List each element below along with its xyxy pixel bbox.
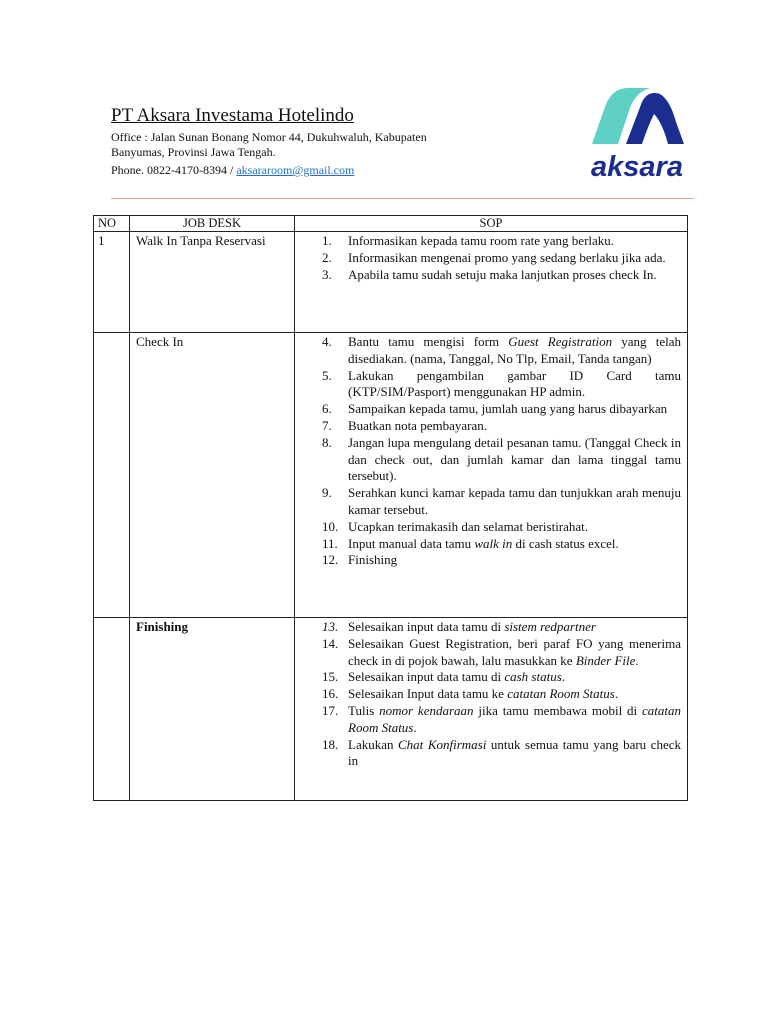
step-number: 9. [322, 485, 332, 501]
step-number: 16. [322, 686, 339, 702]
step-text: Selesaikan input data tamu di cash status. [348, 669, 565, 685]
step-text: Selesaikan Guest Registration, beri paraf FO yang menerima check in di pojok bawah, lalu masukkan ke Binder File. [348, 635, 681, 668]
step-text: Lakukan pengambilan gambar ID Card tamu (KTP/SIM/Pasport) menggunakan HP admin. [348, 367, 681, 400]
sop-table [93, 215, 688, 801]
step-text: Tulis nomor kendaraan jika tamu membawa mobil di catatan Room Status. [348, 702, 681, 735]
step-text: Informasikan mengenai promo yang sedang berlaku jika ada. [348, 249, 666, 265]
sop-steps-list [299, 334, 683, 571]
table-row [94, 232, 688, 333]
step-text: Sampaikan kepada tamu, jumlah uang yang harus dibayarkan [348, 401, 668, 417]
row-number [94, 618, 130, 801]
table-row [94, 333, 688, 618]
step-number: 7. [322, 417, 332, 433]
sop-step [299, 686, 681, 703]
step-text: Informasikan kepada tamu room rate yang berlaku. [348, 233, 615, 248]
header-sop: SOP [295, 216, 688, 232]
step-number: 3. [322, 266, 332, 282]
sop-step [299, 636, 681, 670]
header-divider [111, 198, 694, 199]
header-no: NO [94, 216, 130, 232]
step-number: 14. [322, 635, 339, 651]
step-text: Jangan lupa mengulang detail pesanan tamu. (Tanggal Check in dan check out, dan jumlah kamar dan lama tinggal tamu tersebut). [348, 434, 681, 484]
step-text: Selesaikan Input data tamu ke catatan Room Status. [348, 686, 619, 702]
sop-step [299, 519, 681, 536]
table-row [94, 618, 688, 801]
sop-step [299, 368, 681, 402]
step-number: 1. [322, 233, 332, 248]
header-job-desk: JOB DESK [130, 216, 295, 232]
sop-steps-list [299, 233, 683, 285]
step-text: Bantu tamu mengisi form Guest Registration yang telah disediakan. (nama, Tanggal, No Tlp, Email, Tanda tangan) [348, 334, 682, 366]
contact-line [111, 163, 354, 178]
sop-step [299, 552, 681, 569]
company-name: PT Aksara Investama Hotelindo [111, 105, 354, 126]
step-text: Buatkan nota pembayaran. [348, 417, 487, 433]
sop-step [299, 435, 681, 485]
step-number: 13. [322, 619, 339, 634]
sop-cell [295, 333, 688, 618]
sop-step [299, 536, 681, 553]
sop-step [299, 737, 681, 771]
row-number [94, 333, 130, 618]
step-text: Apabila tamu sudah setuju maka lanjutkan proses check In. [348, 266, 657, 282]
sop-step [299, 334, 681, 368]
job-desk-cell: Walk In Tanpa Reservasi [130, 232, 295, 333]
step-text: Ucapkan terimakasih dan selamat beristirahat. [348, 518, 589, 534]
sop-step [299, 401, 681, 418]
step-text: Input manual data tamu walk in di cash status excel. [348, 535, 619, 551]
sop-step [299, 267, 681, 284]
sop-cell [295, 618, 688, 801]
sop-step [299, 485, 681, 519]
job-desk-cell: Check In [130, 333, 295, 618]
phone-text: Phone. 0822-4170-8394 / [111, 163, 237, 177]
step-text: Selesaikan input data tamu di sistem redpartner [348, 619, 596, 634]
aksara-logo [578, 82, 696, 182]
sop-step [299, 619, 681, 636]
sop-step [299, 418, 681, 435]
step-number: 6. [322, 401, 332, 417]
step-text: Finishing [348, 552, 398, 568]
table-header-row [94, 216, 688, 232]
sop-cell [295, 232, 688, 333]
sop-step [299, 233, 681, 250]
step-number: 8. [322, 434, 332, 450]
step-number: 17. [322, 702, 339, 718]
row-number: 1 [94, 232, 130, 333]
sop-steps-list [299, 619, 683, 772]
step-number: 11. [322, 535, 338, 551]
logo-wordmark: aksara [591, 151, 683, 182]
step-number: 12. [322, 552, 339, 568]
sop-step [299, 250, 681, 267]
step-number: 5. [322, 367, 332, 383]
step-number: 4. [322, 334, 332, 349]
step-number: 18. [322, 736, 339, 752]
step-number: 15. [322, 669, 339, 685]
step-text: Serahkan kunci kamar kepada tamu dan tunjukkan arah menuju kamar tersebut. [348, 485, 681, 517]
email-link[interactable]: aksararoom@gmail.com [236, 163, 355, 177]
sop-step [299, 669, 681, 686]
sop-step [299, 703, 681, 737]
step-number: 2. [322, 249, 332, 265]
office-address: Office : Jalan Sunan Bonang Nomor 44, Dukuhwaluh, Kabupaten Banyumas, Provinsi Jawa Tengah. [111, 130, 427, 159]
logo-arch-navy [626, 93, 684, 144]
job-desk-cell: Finishing [130, 618, 295, 801]
step-number: 10. [322, 518, 339, 534]
step-text: Lakukan Chat Konfirmasi untuk semua tamu yang baru check in [348, 736, 682, 769]
